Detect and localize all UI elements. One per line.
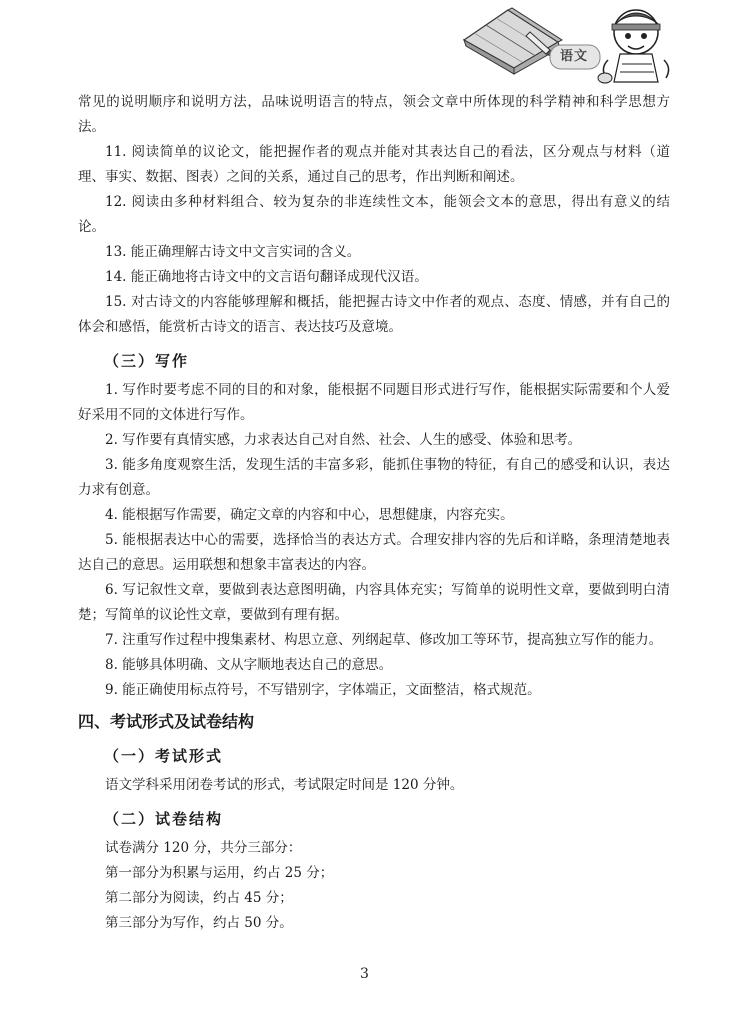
cartoon-kid-icon	[598, 10, 669, 83]
writing-item-8: 8. 能够具体明确、文从字顺地表达自己的意思。	[105, 657, 393, 673]
section-4-heading: 四、考试形式及试卷结构	[78, 712, 255, 731]
reading-item-15: 15. 对古诗文的内容能够理解和概括，能把握古诗文中作者的观点、态度、情感，并有自己的体会和感悟，能赏析古诗文的语言、表达技巧及意境。	[78, 294, 670, 335]
page-number: 3	[360, 966, 369, 982]
paper-structure-heading: （二）试卷结构	[104, 810, 224, 828]
writing-item-2: 2. 写作要有真情实感，力求表达自己对自然、社会、人生的感受、体验和思考。	[105, 432, 582, 448]
reading-item-13: 13. 能正确理解古诗文中文言实词的含义。	[105, 244, 361, 260]
writing-item-3: 3. 能多角度观察生活，发现生活的丰富多彩，能抓住事物的特征，有自己的感受和认识，表达力求有创意。	[78, 457, 670, 498]
structure-line-part1: 第一部分为积累与运用，约占 25 分；	[105, 865, 334, 881]
subject-badge-label: 语文	[559, 49, 588, 64]
open-book-icon	[464, 8, 562, 74]
writing-item-5: 5. 能根据表达中心的需要，选择恰当的表达方式。合理安排内容的先后和详略，条理清楚地表达自己的意思。运用联想和想象丰富表达的内容。	[78, 532, 670, 573]
writing-heading: （三）写作	[104, 352, 190, 370]
exam-form-heading: （一）考试形式	[104, 747, 224, 765]
writing-item-6: 6. 写记叙性文章，要做到表达意图明确，内容具体充实；写简单的说明性文章，要做到明白清楚；写简单的议论性文章，要做到有理有据。	[78, 582, 670, 623]
reading-item-11: 11. 阅读简单的议论文，能把握作者的观点并能对其表达自己的看法，区分观点与材料（道理、事实、数据、图表）之间的关系，通过自己的思考，作出判断和阐述。	[78, 144, 670, 185]
reading-item-12: 12. 阅读由多种材料组合、较为复杂的非连续性文本，能领会文本的意思，得出有意义的结论。	[78, 194, 670, 235]
writing-item-1: 1. 写作时要考虑不同的目的和对象，能根据不同题目形式进行写作，能根据实际需要和个人爱好采用不同的文体进行写作。	[78, 382, 670, 423]
writing-item-4: 4. 能根据写作需要，确定文章的内容和中心，思想健康，内容充实。	[105, 507, 514, 523]
structure-line-part2: 第二部分为阅读，约占 45 分；	[105, 890, 293, 906]
reading-item-14: 14. 能正确地将古诗文中的文言语句翻译成现代汉语。	[105, 269, 428, 285]
structure-line-total: 试卷满分 120 分，共分三部分：	[105, 840, 302, 856]
main-content	[78, 90, 670, 936]
reading-item-continuation: 常见的说明顺序和说明方法，品味说明语言的特点，领会文章中所体现的科学精神和科学思想方法。	[78, 94, 670, 135]
book-and-kid-illustration	[460, 2, 675, 88]
writing-item-7: 7. 注重写作过程中搜集素材、构思立意、列纲起草、修改加工等环节，提高独立写作的能力。	[105, 632, 663, 648]
writing-item-9: 9. 能正确使用标点符号，不写错别字，字体端正，文面整洁，格式规范。	[105, 682, 541, 698]
structure-line-part3: 第三部分为写作，约占 50 分。	[105, 915, 293, 931]
exam-form-text: 语文学科采用闭卷考试的形式，考试限定时间是 120 分钟。	[105, 777, 464, 793]
